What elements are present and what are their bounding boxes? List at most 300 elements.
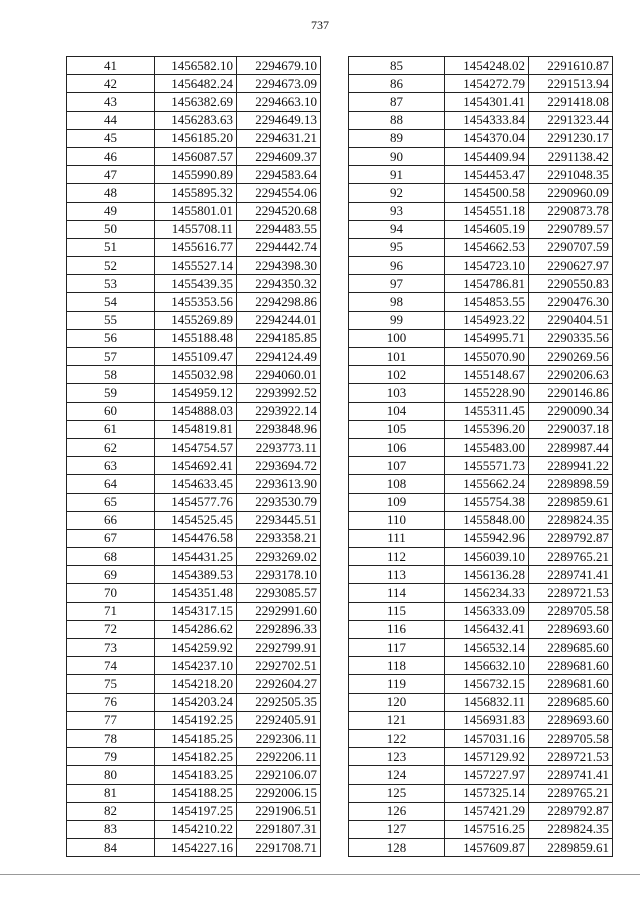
x-coordinate-cell: 1456283.63 [155,111,237,129]
x-coordinate-cell: 1456382.69 [155,93,237,111]
x-coordinate-cell: 1456832.11 [445,693,529,711]
point-number-cell: 50 [67,220,155,238]
x-coordinate-cell: 1454551.18 [445,202,529,220]
table-row [67,766,321,784]
point-number-cell: 112 [349,548,445,566]
table-row [67,711,321,729]
table-row [349,257,613,275]
table-row [349,402,613,420]
y-coordinate-cell: 2294631.21 [237,129,321,147]
x-coordinate-cell: 1454192.25 [155,711,237,729]
y-coordinate-cell: 2293085.57 [237,584,321,602]
table-row [67,57,321,75]
x-coordinate-cell: 1454259.92 [155,639,237,657]
y-coordinate-cell: 2292206.11 [237,748,321,766]
x-coordinate-cell: 1455527.14 [155,257,237,275]
page-bottom-rule [0,874,640,875]
y-coordinate-cell: 2294663.10 [237,93,321,111]
x-coordinate-cell: 1455032.98 [155,366,237,384]
table-row [349,529,613,547]
x-coordinate-cell: 1457421.29 [445,802,529,820]
table-row [67,802,321,820]
y-coordinate-cell: 2289824.35 [529,511,613,529]
x-coordinate-cell: 1455571.73 [445,457,529,475]
y-coordinate-cell: 2289941.22 [529,457,613,475]
point-number-cell: 43 [67,93,155,111]
x-coordinate-cell: 1457516.25 [445,820,529,838]
table-row [349,311,613,329]
y-coordinate-cell: 2294124.49 [237,348,321,366]
x-coordinate-cell: 1455228.90 [445,384,529,402]
y-coordinate-cell: 2289705.58 [529,602,613,620]
table-row [349,147,613,165]
point-number-cell: 96 [349,257,445,275]
x-coordinate-cell: 1455662.24 [445,475,529,493]
y-coordinate-cell: 2293445.51 [237,511,321,529]
y-coordinate-cell: 2294554.06 [237,184,321,202]
x-coordinate-cell: 1456136.28 [445,566,529,584]
table-row [67,129,321,147]
point-number-cell: 93 [349,202,445,220]
table-row [67,93,321,111]
x-coordinate-cell: 1456931.83 [445,711,529,729]
point-number-cell: 69 [67,566,155,584]
table-row [67,529,321,547]
table-row [349,329,613,347]
y-coordinate-cell: 2294442.74 [237,238,321,256]
x-coordinate-cell: 1454431.25 [155,548,237,566]
y-coordinate-cell: 2292604.27 [237,675,321,693]
x-coordinate-cell: 1454476.58 [155,529,237,547]
x-coordinate-cell: 1456582.10 [155,57,237,75]
table-row [349,839,613,857]
y-coordinate-cell: 2292106.07 [237,766,321,784]
y-coordinate-cell: 2289721.53 [529,748,613,766]
table-row [349,184,613,202]
point-number-cell: 109 [349,493,445,511]
x-coordinate-cell: 1454409.94 [445,147,529,165]
point-number-cell: 90 [349,147,445,165]
x-coordinate-cell: 1454754.57 [155,438,237,456]
y-coordinate-cell: 2290269.56 [529,348,613,366]
y-coordinate-cell: 2289705.58 [529,729,613,747]
point-number-cell: 66 [67,511,155,529]
y-coordinate-cell: 2289741.41 [529,766,613,784]
y-coordinate-cell: 2292405.91 [237,711,321,729]
point-number-cell: 78 [67,729,155,747]
table-row [349,784,613,802]
table-row [349,275,613,293]
y-coordinate-cell: 2293848.96 [237,420,321,438]
x-coordinate-cell: 1456732.15 [445,675,529,693]
y-coordinate-cell: 2294520.68 [237,202,321,220]
x-coordinate-cell: 1454500.58 [445,184,529,202]
x-coordinate-cell: 1454185.25 [155,729,237,747]
x-coordinate-cell: 1457325.14 [445,784,529,802]
x-coordinate-cell: 1455148.67 [445,366,529,384]
y-coordinate-cell: 2293694.72 [237,457,321,475]
x-coordinate-cell: 1456632.10 [445,657,529,675]
y-coordinate-cell: 2292991.60 [237,602,321,620]
table-row [67,548,321,566]
table-row [349,511,613,529]
y-coordinate-cell: 2292006.15 [237,784,321,802]
y-coordinate-cell: 2289898.59 [529,475,613,493]
x-coordinate-cell: 1454853.55 [445,293,529,311]
x-coordinate-cell: 1456185.20 [155,129,237,147]
x-coordinate-cell: 1454197.25 [155,802,237,820]
x-coordinate-cell: 1454692.41 [155,457,237,475]
y-coordinate-cell: 2290476.30 [529,293,613,311]
point-number-cell: 106 [349,438,445,456]
table-row [67,438,321,456]
y-coordinate-cell: 2289859.61 [529,839,613,857]
y-coordinate-cell: 2290404.51 [529,311,613,329]
x-coordinate-cell: 1455439.35 [155,275,237,293]
table-row [67,784,321,802]
point-number-cell: 102 [349,366,445,384]
point-number-cell: 56 [67,329,155,347]
x-coordinate-cell: 1454723.10 [445,257,529,275]
x-coordinate-cell: 1455990.89 [155,166,237,184]
y-coordinate-cell: 2289792.87 [529,802,613,820]
point-number-cell: 118 [349,657,445,675]
point-number-cell: 116 [349,620,445,638]
table-row [349,729,613,747]
y-coordinate-cell: 2289859.61 [529,493,613,511]
point-number-cell: 99 [349,311,445,329]
y-coordinate-cell: 2293992.52 [237,384,321,402]
point-number-cell: 83 [67,820,155,838]
table-row [349,166,613,184]
point-number-cell: 124 [349,766,445,784]
table-row [349,384,613,402]
table-row [67,147,321,165]
y-coordinate-cell: 2290206.63 [529,366,613,384]
point-number-cell: 119 [349,675,445,693]
y-coordinate-cell: 2293358.21 [237,529,321,547]
x-coordinate-cell: 1454786.81 [445,275,529,293]
x-coordinate-cell: 1455942.96 [445,529,529,547]
y-coordinate-cell: 2294185.85 [237,329,321,347]
table-row [67,511,321,529]
table-row [349,475,613,493]
table-row [67,748,321,766]
y-coordinate-cell: 2290707.59 [529,238,613,256]
table-row [349,657,613,675]
point-number-cell: 104 [349,402,445,420]
x-coordinate-cell: 1454995.71 [445,329,529,347]
x-coordinate-cell: 1455311.45 [445,402,529,420]
y-coordinate-cell: 2289681.60 [529,657,613,675]
y-coordinate-cell: 2290146.86 [529,384,613,402]
x-coordinate-cell: 1454453.47 [445,166,529,184]
x-coordinate-cell: 1454577.76 [155,493,237,511]
x-coordinate-cell: 1456333.09 [445,602,529,620]
point-number-cell: 121 [349,711,445,729]
x-coordinate-cell: 1455396.20 [445,420,529,438]
point-number-cell: 89 [349,129,445,147]
x-coordinate-cell: 1454188.25 [155,784,237,802]
y-coordinate-cell: 2294679.10 [237,57,321,75]
point-number-cell: 128 [349,839,445,857]
y-coordinate-cell: 2290873.78 [529,202,613,220]
y-coordinate-cell: 2289987.44 [529,438,613,456]
y-coordinate-cell: 2291048.35 [529,166,613,184]
y-coordinate-cell: 2293613.90 [237,475,321,493]
x-coordinate-cell: 1454248.02 [445,57,529,75]
point-number-cell: 88 [349,111,445,129]
point-number-cell: 97 [349,275,445,293]
table-row [67,620,321,638]
coordinate-table-right [348,56,613,857]
point-number-cell: 70 [67,584,155,602]
table-body [67,57,321,857]
point-number-cell: 62 [67,438,155,456]
x-coordinate-cell: 1455895.32 [155,184,237,202]
coordinate-table-left [66,56,321,857]
table-row [349,438,613,456]
x-coordinate-cell: 1454525.45 [155,511,237,529]
point-number-cell: 120 [349,693,445,711]
x-coordinate-cell: 1454301.41 [445,93,529,111]
point-number-cell: 75 [67,675,155,693]
x-coordinate-cell: 1457609.87 [445,839,529,857]
y-coordinate-cell: 2291610.87 [529,57,613,75]
point-number-cell: 80 [67,766,155,784]
point-number-cell: 72 [67,620,155,638]
table-row [349,293,613,311]
y-coordinate-cell: 2290789.57 [529,220,613,238]
x-coordinate-cell: 1454633.45 [155,475,237,493]
x-coordinate-cell: 1454333.84 [445,111,529,129]
table-row [349,57,613,75]
table-row [67,329,321,347]
y-coordinate-cell: 2290550.83 [529,275,613,293]
y-coordinate-cell: 2294649.13 [237,111,321,129]
table-row [349,620,613,638]
y-coordinate-cell: 2289685.60 [529,639,613,657]
y-coordinate-cell: 2289685.60 [529,693,613,711]
table-row [349,75,613,93]
table-row [67,839,321,857]
table-row [67,402,321,420]
y-coordinate-cell: 2292896.33 [237,620,321,638]
y-coordinate-cell: 2291230.17 [529,129,613,147]
table-row [67,475,321,493]
point-number-cell: 52 [67,257,155,275]
y-coordinate-cell: 2294673.09 [237,75,321,93]
table-row [349,220,613,238]
x-coordinate-cell: 1457227.97 [445,766,529,784]
y-coordinate-cell: 2289693.60 [529,711,613,729]
y-coordinate-cell: 2292702.51 [237,657,321,675]
table-row [349,711,613,729]
y-coordinate-cell: 2291323.44 [529,111,613,129]
x-coordinate-cell: 1454203.24 [155,693,237,711]
point-number-cell: 122 [349,729,445,747]
table-row [349,766,613,784]
x-coordinate-cell: 1454389.53 [155,566,237,584]
point-number-cell: 105 [349,420,445,438]
y-coordinate-cell: 2291138.42 [529,147,613,165]
y-coordinate-cell: 2289721.53 [529,584,613,602]
point-number-cell: 114 [349,584,445,602]
point-number-cell: 107 [349,457,445,475]
point-number-cell: 51 [67,238,155,256]
table-row [67,111,321,129]
x-coordinate-cell: 1454210.22 [155,820,237,838]
table-row [67,202,321,220]
point-number-cell: 41 [67,57,155,75]
point-number-cell: 113 [349,566,445,584]
point-number-cell: 100 [349,329,445,347]
x-coordinate-cell: 1454888.03 [155,402,237,420]
table-row [349,820,613,838]
x-coordinate-cell: 1456234.33 [445,584,529,602]
point-number-cell: 64 [67,475,155,493]
point-number-cell: 127 [349,820,445,838]
table-row [67,366,321,384]
point-number-cell: 49 [67,202,155,220]
y-coordinate-cell: 2294060.01 [237,366,321,384]
point-number-cell: 87 [349,93,445,111]
point-number-cell: 71 [67,602,155,620]
point-number-cell: 67 [67,529,155,547]
table-row [349,602,613,620]
x-coordinate-cell: 1456432.41 [445,620,529,638]
y-coordinate-cell: 2294298.86 [237,293,321,311]
x-coordinate-cell: 1455269.89 [155,311,237,329]
x-coordinate-cell: 1454662.53 [445,238,529,256]
y-coordinate-cell: 2294609.37 [237,147,321,165]
table-row [349,129,613,147]
x-coordinate-cell: 1454819.81 [155,420,237,438]
point-number-cell: 108 [349,475,445,493]
point-number-cell: 117 [349,639,445,657]
table-row [67,584,321,602]
x-coordinate-cell: 1454923.22 [445,311,529,329]
x-coordinate-cell: 1454237.10 [155,657,237,675]
point-number-cell: 115 [349,602,445,620]
point-number-cell: 59 [67,384,155,402]
x-coordinate-cell: 1455353.56 [155,293,237,311]
table-row [67,348,321,366]
x-coordinate-cell: 1456482.24 [155,75,237,93]
x-coordinate-cell: 1455070.90 [445,348,529,366]
y-coordinate-cell: 2290960.09 [529,184,613,202]
table-row [67,311,321,329]
table-row [349,457,613,475]
x-coordinate-cell: 1454605.19 [445,220,529,238]
x-coordinate-cell: 1454317.15 [155,602,237,620]
y-coordinate-cell: 2290090.34 [529,402,613,420]
point-number-cell: 79 [67,748,155,766]
y-coordinate-cell: 2289792.87 [529,529,613,547]
point-number-cell: 101 [349,348,445,366]
table-row [349,639,613,657]
y-coordinate-cell: 2290335.56 [529,329,613,347]
table-row [67,220,321,238]
y-coordinate-cell: 2294244.01 [237,311,321,329]
x-coordinate-cell: 1454959.12 [155,384,237,402]
point-number-cell: 46 [67,147,155,165]
table-row [349,584,613,602]
y-coordinate-cell: 2289824.35 [529,820,613,838]
table-row [67,257,321,275]
y-coordinate-cell: 2293178.10 [237,566,321,584]
x-coordinate-cell: 1454351.48 [155,584,237,602]
point-number-cell: 98 [349,293,445,311]
point-number-cell: 82 [67,802,155,820]
point-number-cell: 81 [67,784,155,802]
point-number-cell: 48 [67,184,155,202]
table-row [67,639,321,657]
x-coordinate-cell: 1456039.10 [445,548,529,566]
point-number-cell: 86 [349,75,445,93]
table-row [349,693,613,711]
x-coordinate-cell: 1454272.79 [445,75,529,93]
table-row [349,548,613,566]
table-row [67,657,321,675]
table-row [349,420,613,438]
point-number-cell: 95 [349,238,445,256]
table-row [349,238,613,256]
y-coordinate-cell: 2289765.21 [529,548,613,566]
table-row [67,275,321,293]
y-coordinate-cell: 2294350.32 [237,275,321,293]
point-number-cell: 123 [349,748,445,766]
table-row [67,420,321,438]
y-coordinate-cell: 2290037.18 [529,420,613,438]
page-number: 737 [311,18,329,32]
point-number-cell: 68 [67,548,155,566]
point-number-cell: 85 [349,57,445,75]
table-row [67,293,321,311]
x-coordinate-cell: 1454286.62 [155,620,237,638]
table-row [67,566,321,584]
point-number-cell: 77 [67,711,155,729]
x-coordinate-cell: 1455801.01 [155,202,237,220]
x-coordinate-cell: 1454227.16 [155,839,237,857]
table-row [67,820,321,838]
table-row [349,566,613,584]
x-coordinate-cell: 1454218.20 [155,675,237,693]
y-coordinate-cell: 2294583.64 [237,166,321,184]
y-coordinate-cell: 2293530.79 [237,493,321,511]
x-coordinate-cell: 1455754.38 [445,493,529,511]
point-number-cell: 44 [67,111,155,129]
table-row [67,75,321,93]
point-number-cell: 92 [349,184,445,202]
table-row [349,802,613,820]
y-coordinate-cell: 2291418.08 [529,93,613,111]
table-row [349,748,613,766]
x-coordinate-cell: 1454182.25 [155,748,237,766]
point-number-cell: 103 [349,384,445,402]
y-coordinate-cell: 2294398.30 [237,257,321,275]
point-number-cell: 111 [349,529,445,547]
point-number-cell: 94 [349,220,445,238]
x-coordinate-cell: 1455708.11 [155,220,237,238]
table-row [67,384,321,402]
x-coordinate-cell: 1455109.47 [155,348,237,366]
table-row [349,675,613,693]
point-number-cell: 42 [67,75,155,93]
y-coordinate-cell: 2291807.31 [237,820,321,838]
y-coordinate-cell: 2290627.97 [529,257,613,275]
point-number-cell: 126 [349,802,445,820]
